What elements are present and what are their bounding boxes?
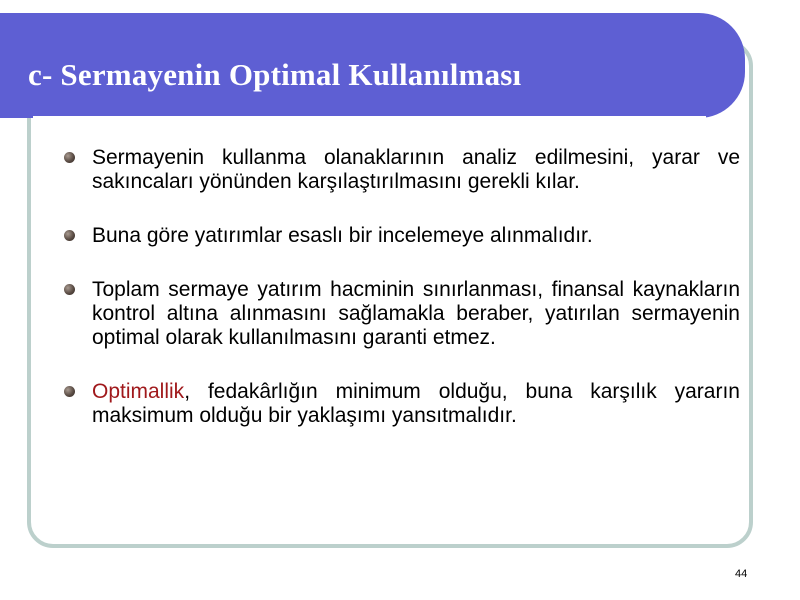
bullet-text: Toplam sermaye yatırım hacminin sınırlanması, finansal kaynakların kontrol altına alınmasını sağlamakla beraber, yatırılan sermayenin optimal olarak kullanılmasını garanti etmez. — [92, 278, 740, 349]
bullet-item — [60, 146, 740, 194]
page-number: 44 — [735, 568, 748, 580]
bullet-item — [60, 224, 740, 248]
title-underline — [33, 116, 706, 119]
bullet-icon — [64, 386, 75, 397]
slide-title: c- Sermayenin Optimal Kullanılması — [28, 57, 522, 92]
title-bar — [0, 13, 745, 118]
bullet-icon — [64, 230, 75, 241]
bullet-text: Buna göre yatırımlar esaslı bir incelemeye alınmalıdır. — [92, 224, 593, 247]
highlighted-term: Optimallik — [92, 380, 185, 403]
bullet-icon — [64, 284, 75, 295]
bullet-icon — [64, 152, 75, 163]
bullet-text: , fedakârlığın minimum olduğu, buna karşılık yararın maksimum olduğu bir yaklaşımı yansıtmalıdır. — [92, 380, 740, 427]
bullet-item — [60, 278, 740, 350]
bullet-text: Sermayenin kullanma olanaklarının analiz edilmesini, yarar ve sakıncaları yönünden karşılaştırılmasını gerekli kılar. — [92, 146, 740, 193]
bullet-list — [60, 140, 740, 428]
bullet-item — [60, 380, 740, 428]
